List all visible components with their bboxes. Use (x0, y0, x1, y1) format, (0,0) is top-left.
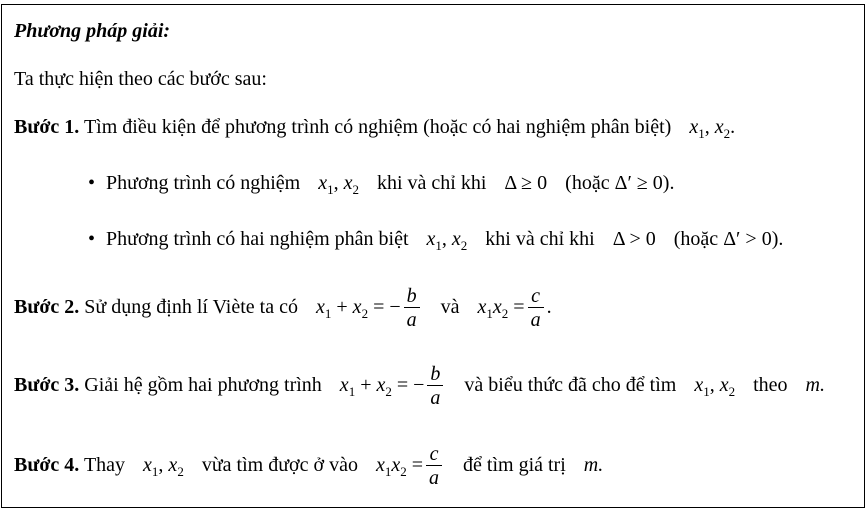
intro-text: Ta thực hiện theo các bước sau: (14, 68, 267, 90)
step1-line: Bước 1. Tìm điều kiện để phương trình có nghiệm (hoặc có hai nghiệm phân biệt) $x_1$, $x_2$. (14, 116, 736, 141)
step2-and: và (440, 296, 460, 318)
step4-text: Thay (83, 454, 126, 476)
fraction-c-over-a: $\frac{c}{a}$ (426, 443, 442, 490)
step4-text-c: để tìm giá trị (463, 454, 566, 476)
step3-label: Bước 3. (14, 374, 80, 396)
bullet1-text-a: Phương trình có nghiệm (106, 172, 301, 194)
bullet2-cond: Δ > 0 (612, 228, 656, 250)
step4-text-b: vừa tìm được ở vào (201, 454, 358, 476)
x1-var: $x_1$ (318, 172, 334, 197)
bullet2-text-b: khi và chỉ khi (485, 228, 595, 250)
bullet1-cond2: Δ′ ≥ 0). (614, 172, 675, 194)
bullet2-text-a: Phương trình có hai nghiệm phân biệt (106, 228, 409, 250)
x1-var: $x_1$ (689, 116, 705, 141)
step4-label: Bước 4. (14, 454, 80, 476)
step3-text-b: và biểu thức đã cho để tìm (464, 374, 677, 396)
x1-var: $x_1$ (426, 228, 442, 253)
bullet1-line: • Phương trình có nghiệm $x_1$, $x_2$ khi và chỉ khi Δ ≥ 0 (hoặc Δ′ ≥ 0). (88, 172, 675, 197)
bullet-icon: • (88, 228, 96, 250)
bullet2-line: • Phương trình có hai nghiệm phân biệt $x_1$, $x_2$ khi và chỉ khi Δ > 0 (hoặc Δ′ > 0). (88, 228, 784, 253)
bullet2-text-c: (hoặc (673, 228, 719, 250)
x2-var: $x_2$ (451, 228, 468, 253)
step4-line: Bước 4. Thay $x_1$, $x_2$ vừa tìm được ở vào $x_1x_2$ = $\frac{c}{a}$ để tìm giá trị m. (14, 442, 604, 489)
bullet1-text-b: khi và chỉ khi (376, 172, 487, 194)
bullet1-text-c: (hoặc (565, 172, 610, 194)
fraction-b-over-a: $\frac{b}{a}$ (427, 363, 443, 410)
heading: Phương pháp giải: (14, 20, 171, 42)
x2-var: $x_2$ (714, 116, 731, 141)
step3-line: Bước 3. Giải hệ gồm hai phương trình $x_1 + x_2$ = − $\frac{b}{a}$ và biểu thức đã cho để tìm $x_1$, $x_2$ theo m. (14, 362, 825, 409)
bullet2-cond2: Δ′ > 0). (723, 228, 784, 250)
step3-text: Giải hệ gồm hai phương trình (84, 374, 322, 396)
fraction-b-over-a: $\frac{b}{a}$ (404, 285, 420, 332)
x2-var: $x_2$ (343, 172, 359, 197)
m-var: m. (805, 374, 825, 396)
step2-text: Sử dụng định lí Viète ta có (84, 296, 298, 318)
bullet1-cond: Δ ≥ 0 (504, 172, 548, 194)
m-var: m. (583, 454, 604, 476)
step3-text-c: theo (753, 374, 788, 396)
step1-label: Bước 1. (14, 116, 80, 138)
bullet-icon: • (88, 172, 96, 194)
method-box (1, 4, 865, 508)
step2-label: Bước 2. (14, 296, 80, 318)
step1-text: Tìm điều kiện để phương trình có nghiệm (hoặc có hai nghiệm phân biệt) (83, 116, 672, 138)
fraction-c-over-a: $\frac{c}{a}$ (528, 285, 544, 332)
step2-line: Bước 2. Sử dụng định lí Viète ta có $x_1 + x_2$ = − $\frac{b}{a}$ và $x_1x_2$ = $\frac{c}{a}$ . (14, 284, 552, 331)
